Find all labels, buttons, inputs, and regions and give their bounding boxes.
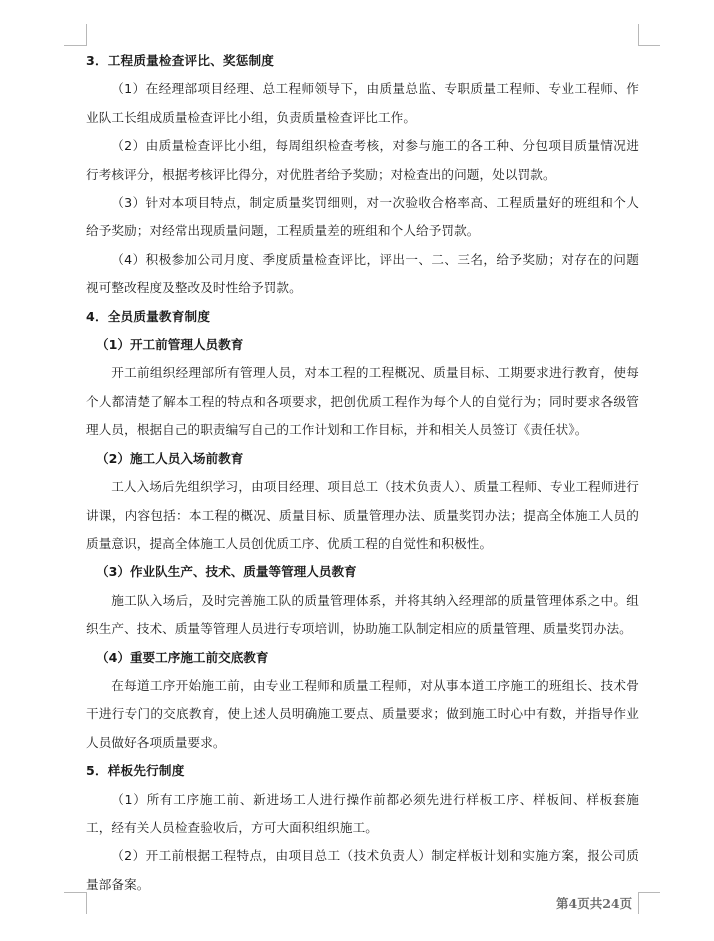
subsection-heading: （4）重要工序施工前交底教育: [96, 649, 269, 665]
crop-mark-top-right-h: [638, 45, 660, 46]
paragraph: （1）所有工序施工前、新进场工人进行操作前都必须先进行样板工序、样板间、样板套施工，经有关人员检查验收后，方可大面积组织施工。: [86, 791, 639, 835]
paragraph: （2）开工前根据工程特点，由项目总工（技术负责人）制定样板计划和实施方案，报公司质量部备案。: [86, 848, 639, 892]
paragraph: （2）由质量检查评比小组，每周组织检查考核，对参与施工的各工种、分包项目质量情况进行考核评分，根据考核评比得分，对优胜者给予奖励；对检查出的问题，处以罚款。: [86, 138, 639, 182]
subsection-heading: （1）开工前管理人员教育: [96, 337, 244, 353]
section-heading-4: 4．全员质量教育制度: [86, 308, 211, 324]
paragraph: 工人入场后先组织学习，由项目经理、项目总工（技术负责人）、质量工程师、专业工程师进行讲课，内容包括：本工程的概况、质量目标、质量管理办法、质量奖罚办法；提高全体施工人员的质量意识，提高全体施工人员创优质工序、优质工程的自觉性和积极性。: [86, 479, 639, 551]
paragraph: 开工前组织经理部所有管理人员，对本工程的工程概况、质量目标、工期要求进行教育，使每个人都清楚了解本工程的特点和各项要求，把创优质工程作为每个人的自觉行为；同时要求各级管理人员，根据自己的职责编写自己的工作计划和工作目标，并和相关人员签订《责任状》。: [86, 365, 639, 438]
subsection-heading: （2）施工人员入场前教育: [96, 450, 244, 466]
crop-mark-bottom-right-h: [638, 892, 660, 893]
document-body: [86, 47, 639, 899]
page-number-footer: 第4页共24页: [556, 896, 633, 911]
section-heading-3: 3．工程质量检查评比、奖惩制度: [86, 53, 275, 68]
section-heading-5: 5．样板先行制度: [86, 763, 185, 779]
paragraph: 在每道工序开始施工前，由专业工程师和质量工程师，对从事本道工序施工的班组长、技术骨干进行专门的交底教育，使上述人员明确施工要点、质量要求；做到施工时心中有数，并指导作业人员做好各项质量要求。: [86, 677, 639, 750]
crop-mark-top-left-v: [86, 24, 87, 46]
paragraph: （4）积极参加公司月度、季度质量检查评比，评出一、二、三名，给予奖励；对存在的问题视可整改程度及整改及时性给予罚款。: [86, 251, 639, 296]
crop-mark-bottom-left-h: [64, 892, 86, 893]
paragraph: （1）在经理部项目经理、总工程师领导下，由质量总监、专职质量工程师、专业工程师、作业队工长组成质量检查评比小组，负责质量检查评比工作。: [86, 81, 639, 125]
crop-mark-top-left-h: [64, 45, 86, 46]
paragraph: （3）针对本项目特点，制定质量奖罚细则，对一次验收合格率高、工程质量好的班组和个人给予奖励；对经常出现质量问题，工程质量差的班组和个人给予罚款。: [86, 195, 639, 239]
subsection-heading: （3）作业队生产、技术、质量等管理人员教育: [96, 564, 357, 580]
paragraph: 施工队入场后，及时完善施工队的质量管理体系，并将其纳入经理部的质量管理体系之中。组织生产、技术、质量等管理人员进行专项培训，协助施工队制定相应的质量管理、质量奖罚办法。: [86, 592, 639, 637]
crop-mark-top-right-v: [638, 24, 639, 46]
